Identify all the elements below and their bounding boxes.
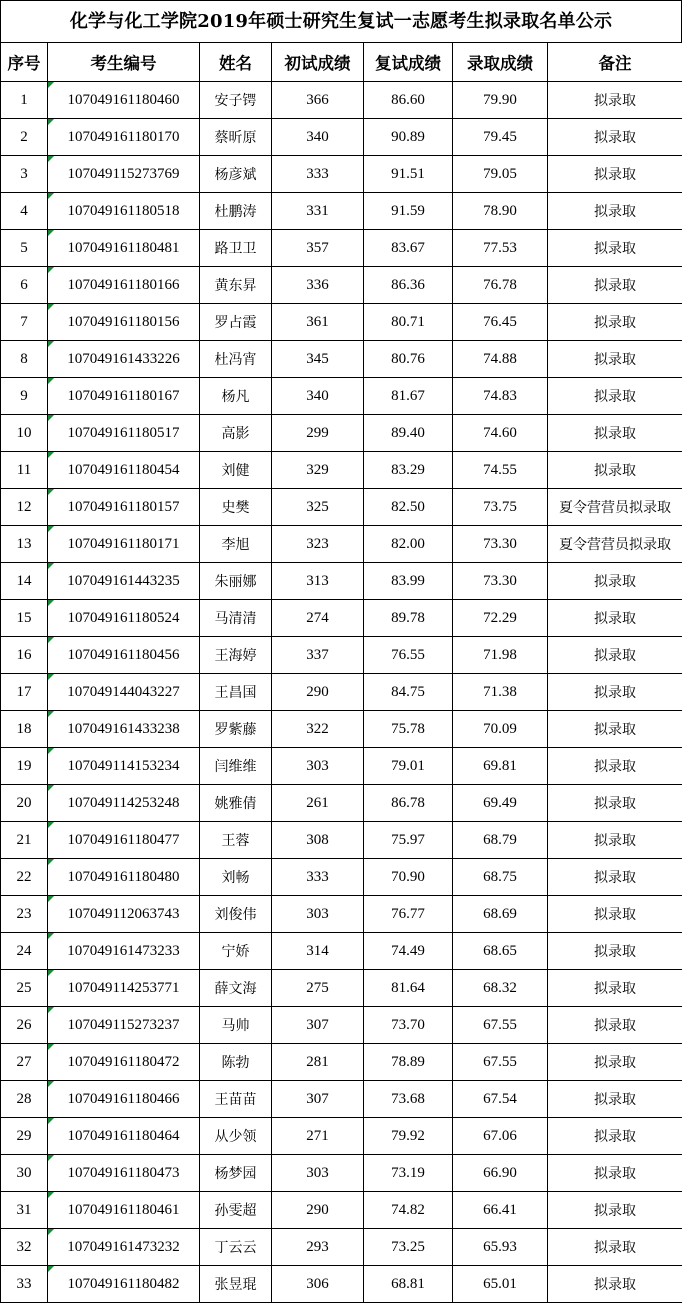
cell-no: 15 — [1, 600, 48, 637]
cell-prelim-score: 281 — [272, 1044, 364, 1081]
cell-final-score: 68.75 — [453, 859, 548, 896]
cell-name: 王蓉 — [200, 822, 272, 859]
cell-prelim-score: 290 — [272, 1192, 364, 1229]
cell-prelim-score: 290 — [272, 674, 364, 711]
column-header-final-score: 录取成绩 — [453, 43, 548, 82]
cell-name: 朱丽娜 — [200, 563, 272, 600]
cell-candidate-id: 107049161180171 — [48, 526, 200, 563]
cell-retest-score: 73.19 — [364, 1155, 453, 1192]
cell-prelim-score: 293 — [272, 1229, 364, 1266]
cell-final-score: 76.78 — [453, 267, 548, 304]
cell-final-score: 78.90 — [453, 193, 548, 230]
cell-note: 拟录取 — [548, 1155, 682, 1192]
cell-candidate-id: 107049161180454 — [48, 452, 200, 489]
table-row — [1, 526, 682, 563]
cell-name: 从少领 — [200, 1118, 272, 1155]
table-row — [1, 785, 682, 822]
cell-prelim-score: 275 — [272, 970, 364, 1007]
cell-name: 李旭 — [200, 526, 272, 563]
table-row — [1, 1155, 682, 1192]
cell-name: 路卫卫 — [200, 230, 272, 267]
cell-note: 拟录取 — [548, 156, 682, 193]
table-row — [1, 1266, 682, 1303]
table-row — [1, 859, 682, 896]
cell-no: 9 — [1, 378, 48, 415]
cell-final-score: 73.75 — [453, 489, 548, 526]
cell-final-score: 67.55 — [453, 1007, 548, 1044]
table-row — [1, 600, 682, 637]
cell-note: 拟录取 — [548, 1266, 682, 1303]
cell-no: 2 — [1, 119, 48, 156]
cell-final-score: 79.05 — [453, 156, 548, 193]
column-header-no: 序号 — [1, 43, 48, 82]
cell-final-score: 69.49 — [453, 785, 548, 822]
cell-candidate-id: 107049115273237 — [48, 1007, 200, 1044]
cell-prelim-score: 274 — [272, 600, 364, 637]
cell-no: 3 — [1, 156, 48, 193]
cell-no: 20 — [1, 785, 48, 822]
table-row — [1, 711, 682, 748]
cell-note: 拟录取 — [548, 933, 682, 970]
cell-name: 闫维维 — [200, 748, 272, 785]
cell-prelim-score: 303 — [272, 1155, 364, 1192]
cell-prelim-score: 357 — [272, 230, 364, 267]
cell-prelim-score: 361 — [272, 304, 364, 341]
cell-prelim-score: 271 — [272, 1118, 364, 1155]
table-row — [1, 1081, 682, 1118]
cell-candidate-id: 107049161180466 — [48, 1081, 200, 1118]
cell-retest-score: 84.75 — [364, 674, 453, 711]
cell-prelim-score: 303 — [272, 748, 364, 785]
cell-final-score: 77.53 — [453, 230, 548, 267]
cell-name: 杜冯宵 — [200, 341, 272, 378]
cell-final-score: 74.60 — [453, 415, 548, 452]
cell-no: 28 — [1, 1081, 48, 1118]
cell-note: 拟录取 — [548, 1081, 682, 1118]
cell-note: 拟录取 — [548, 970, 682, 1007]
table-row — [1, 341, 682, 378]
cell-prelim-score: 366 — [272, 82, 364, 119]
cell-retest-score: 76.77 — [364, 896, 453, 933]
table-row — [1, 304, 682, 341]
cell-candidate-id: 107049144043227 — [48, 674, 200, 711]
cell-retest-score: 82.50 — [364, 489, 453, 526]
cell-retest-score: 83.99 — [364, 563, 453, 600]
cell-no: 31 — [1, 1192, 48, 1229]
table-row — [1, 452, 682, 489]
cell-final-score: 66.41 — [453, 1192, 548, 1229]
cell-final-score: 79.90 — [453, 82, 548, 119]
cell-no: 11 — [1, 452, 48, 489]
cell-retest-score: 86.60 — [364, 82, 453, 119]
cell-final-score: 66.90 — [453, 1155, 548, 1192]
cell-note: 拟录取 — [548, 230, 682, 267]
cell-prelim-score: 329 — [272, 452, 364, 489]
cell-retest-score: 86.78 — [364, 785, 453, 822]
cell-no: 4 — [1, 193, 48, 230]
cell-no: 33 — [1, 1266, 48, 1303]
cell-no: 19 — [1, 748, 48, 785]
cell-prelim-score: 333 — [272, 156, 364, 193]
cell-no: 27 — [1, 1044, 48, 1081]
cell-note: 拟录取 — [548, 748, 682, 785]
cell-candidate-id: 107049161180482 — [48, 1266, 200, 1303]
cell-name: 王苗苗 — [200, 1081, 272, 1118]
cell-prelim-score: 340 — [272, 378, 364, 415]
cell-prelim-score: 331 — [272, 193, 364, 230]
cell-prelim-score: 261 — [272, 785, 364, 822]
cell-prelim-score: 340 — [272, 119, 364, 156]
cell-candidate-id: 107049161180166 — [48, 267, 200, 304]
table-row — [1, 1118, 682, 1155]
cell-note: 拟录取 — [548, 637, 682, 674]
cell-final-score: 69.81 — [453, 748, 548, 785]
cell-name: 马清清 — [200, 600, 272, 637]
cell-retest-score: 90.89 — [364, 119, 453, 156]
cell-prelim-score: 336 — [272, 267, 364, 304]
cell-retest-score: 79.92 — [364, 1118, 453, 1155]
cell-name: 杨彦斌 — [200, 156, 272, 193]
cell-candidate-id: 107049161180156 — [48, 304, 200, 341]
cell-candidate-id: 107049161180170 — [48, 119, 200, 156]
table-row — [1, 674, 682, 711]
cell-note: 拟录取 — [548, 1192, 682, 1229]
cell-note: 拟录取 — [548, 1229, 682, 1266]
cell-retest-score: 78.89 — [364, 1044, 453, 1081]
column-header-retest-score: 复试成绩 — [364, 43, 453, 82]
cell-note: 拟录取 — [548, 711, 682, 748]
cell-no: 24 — [1, 933, 48, 970]
cell-no: 10 — [1, 415, 48, 452]
cell-note: 拟录取 — [548, 304, 682, 341]
cell-no: 1 — [1, 82, 48, 119]
cell-retest-score: 73.68 — [364, 1081, 453, 1118]
cell-final-score: 68.32 — [453, 970, 548, 1007]
cell-note: 夏令营营员拟录取 — [548, 489, 682, 526]
cell-no: 7 — [1, 304, 48, 341]
cell-candidate-id: 107049114153234 — [48, 748, 200, 785]
cell-retest-score: 76.55 — [364, 637, 453, 674]
cell-retest-score: 89.40 — [364, 415, 453, 452]
cell-name: 张昱琨 — [200, 1266, 272, 1303]
cell-prelim-score: 325 — [272, 489, 364, 526]
cell-prelim-score: 337 — [272, 637, 364, 674]
cell-candidate-id: 107049161180473 — [48, 1155, 200, 1192]
column-header-name: 姓名 — [200, 43, 272, 82]
cell-retest-score: 83.29 — [364, 452, 453, 489]
cell-candidate-id: 107049161180464 — [48, 1118, 200, 1155]
table-row — [1, 748, 682, 785]
table-row — [1, 82, 682, 119]
cell-no: 21 — [1, 822, 48, 859]
table-row — [1, 822, 682, 859]
table-row — [1, 1192, 682, 1229]
cell-candidate-id: 107049114253248 — [48, 785, 200, 822]
cell-candidate-id: 107049161180167 — [48, 378, 200, 415]
cell-no: 14 — [1, 563, 48, 600]
cell-note: 拟录取 — [548, 378, 682, 415]
cell-candidate-id: 107049161473233 — [48, 933, 200, 970]
cell-note: 拟录取 — [548, 341, 682, 378]
cell-no: 32 — [1, 1229, 48, 1266]
table-header-row — [1, 43, 682, 82]
cell-no: 25 — [1, 970, 48, 1007]
cell-final-score: 70.09 — [453, 711, 548, 748]
cell-final-score: 67.55 — [453, 1044, 548, 1081]
table-row — [1, 230, 682, 267]
cell-candidate-id: 107049114253771 — [48, 970, 200, 1007]
admission-table — [0, 42, 682, 1303]
cell-final-score: 65.01 — [453, 1266, 548, 1303]
cell-no: 13 — [1, 526, 48, 563]
cell-name: 宁娇 — [200, 933, 272, 970]
cell-note: 拟录取 — [548, 785, 682, 822]
cell-note: 夏令营营员拟录取 — [548, 526, 682, 563]
cell-name: 蔡昕原 — [200, 119, 272, 156]
cell-final-score: 68.65 — [453, 933, 548, 970]
cell-name: 黄东昇 — [200, 267, 272, 304]
cell-retest-score: 81.67 — [364, 378, 453, 415]
cell-name: 薛文海 — [200, 970, 272, 1007]
cell-prelim-score: 307 — [272, 1007, 364, 1044]
cell-name: 罗紫藤 — [200, 711, 272, 748]
cell-name: 罗占霞 — [200, 304, 272, 341]
table-row — [1, 1229, 682, 1266]
cell-retest-score: 80.76 — [364, 341, 453, 378]
cell-prelim-score: 323 — [272, 526, 364, 563]
table-row — [1, 267, 682, 304]
cell-no: 8 — [1, 341, 48, 378]
cell-retest-score: 74.82 — [364, 1192, 453, 1229]
cell-prelim-score: 308 — [272, 822, 364, 859]
cell-final-score: 67.54 — [453, 1081, 548, 1118]
cell-note: 拟录取 — [548, 1044, 682, 1081]
cell-prelim-score: 333 — [272, 859, 364, 896]
cell-name: 史樊 — [200, 489, 272, 526]
cell-retest-score: 79.01 — [364, 748, 453, 785]
cell-note: 拟录取 — [548, 415, 682, 452]
cell-final-score: 67.06 — [453, 1118, 548, 1155]
cell-name: 孙雯超 — [200, 1192, 272, 1229]
cell-no: 29 — [1, 1118, 48, 1155]
cell-candidate-id: 107049161180460 — [48, 82, 200, 119]
cell-candidate-id: 107049161180157 — [48, 489, 200, 526]
cell-prelim-score: 313 — [272, 563, 364, 600]
cell-retest-score: 89.78 — [364, 600, 453, 637]
cell-note: 拟录取 — [548, 600, 682, 637]
table-row — [1, 193, 682, 230]
cell-note: 拟录取 — [548, 82, 682, 119]
cell-retest-score: 70.90 — [364, 859, 453, 896]
cell-name: 安子锷 — [200, 82, 272, 119]
cell-note: 拟录取 — [548, 1118, 682, 1155]
cell-retest-score: 75.97 — [364, 822, 453, 859]
cell-candidate-id: 107049161433238 — [48, 711, 200, 748]
cell-name: 刘健 — [200, 452, 272, 489]
table-row — [1, 1007, 682, 1044]
cell-candidate-id: 107049115273769 — [48, 156, 200, 193]
cell-candidate-id: 107049161180518 — [48, 193, 200, 230]
cell-candidate-id: 107049161180477 — [48, 822, 200, 859]
cell-prelim-score: 306 — [272, 1266, 364, 1303]
cell-note: 拟录取 — [548, 822, 682, 859]
table-row — [1, 489, 682, 526]
cell-note: 拟录取 — [548, 896, 682, 933]
cell-note: 拟录取 — [548, 674, 682, 711]
cell-final-score: 71.98 — [453, 637, 548, 674]
cell-prelim-score: 322 — [272, 711, 364, 748]
cell-final-score: 68.69 — [453, 896, 548, 933]
cell-candidate-id: 107049161180480 — [48, 859, 200, 896]
table-row — [1, 970, 682, 1007]
cell-retest-score: 74.49 — [364, 933, 453, 970]
cell-prelim-score: 345 — [272, 341, 364, 378]
cell-no: 18 — [1, 711, 48, 748]
cell-no: 17 — [1, 674, 48, 711]
table-row — [1, 637, 682, 674]
cell-name: 高影 — [200, 415, 272, 452]
cell-prelim-score: 314 — [272, 933, 364, 970]
cell-final-score: 71.38 — [453, 674, 548, 711]
column-header-id: 考生编号 — [48, 43, 200, 82]
table-row — [1, 563, 682, 600]
cell-candidate-id: 107049161180472 — [48, 1044, 200, 1081]
cell-name: 刘俊伟 — [200, 896, 272, 933]
cell-no: 16 — [1, 637, 48, 674]
cell-final-score: 76.45 — [453, 304, 548, 341]
table-row — [1, 156, 682, 193]
table-row — [1, 1044, 682, 1081]
cell-prelim-score: 299 — [272, 415, 364, 452]
cell-final-score: 68.79 — [453, 822, 548, 859]
cell-candidate-id: 107049161433226 — [48, 341, 200, 378]
cell-note: 拟录取 — [548, 859, 682, 896]
cell-retest-score: 80.71 — [364, 304, 453, 341]
column-header-prelim-score: 初试成绩 — [272, 43, 364, 82]
cell-retest-score: 73.70 — [364, 1007, 453, 1044]
cell-retest-score: 73.25 — [364, 1229, 453, 1266]
cell-candidate-id: 107049161180517 — [48, 415, 200, 452]
cell-final-score: 73.30 — [453, 526, 548, 563]
cell-final-score: 79.45 — [453, 119, 548, 156]
cell-name: 王海婷 — [200, 637, 272, 674]
cell-candidate-id: 107049161180456 — [48, 637, 200, 674]
cell-no: 23 — [1, 896, 48, 933]
cell-no: 30 — [1, 1155, 48, 1192]
cell-no: 5 — [1, 230, 48, 267]
table-row — [1, 119, 682, 156]
cell-name: 王昌国 — [200, 674, 272, 711]
cell-candidate-id: 107049112063743 — [48, 896, 200, 933]
cell-name: 杜鹏涛 — [200, 193, 272, 230]
cell-name: 丁云云 — [200, 1229, 272, 1266]
cell-note: 拟录取 — [548, 193, 682, 230]
cell-no: 26 — [1, 1007, 48, 1044]
cell-final-score: 74.55 — [453, 452, 548, 489]
cell-note: 拟录取 — [548, 267, 682, 304]
cell-name: 杨梦园 — [200, 1155, 272, 1192]
cell-note: 拟录取 — [548, 563, 682, 600]
cell-candidate-id: 107049161180461 — [48, 1192, 200, 1229]
cell-note: 拟录取 — [548, 119, 682, 156]
cell-name: 马帅 — [200, 1007, 272, 1044]
table-row — [1, 415, 682, 452]
cell-prelim-score: 307 — [272, 1081, 364, 1118]
cell-final-score: 73.30 — [453, 563, 548, 600]
page-title: 化学与化工学院2019年硕士研究生复试一志愿考生拟录取名单公示 — [0, 0, 682, 42]
cell-name: 杨凡 — [200, 378, 272, 415]
table-row — [1, 933, 682, 970]
cell-candidate-id: 107049161443235 — [48, 563, 200, 600]
cell-retest-score: 75.78 — [364, 711, 453, 748]
cell-name: 姚雅倩 — [200, 785, 272, 822]
cell-final-score: 65.93 — [453, 1229, 548, 1266]
cell-no: 22 — [1, 859, 48, 896]
cell-retest-score: 91.59 — [364, 193, 453, 230]
cell-name: 刘畅 — [200, 859, 272, 896]
cell-retest-score: 82.00 — [364, 526, 453, 563]
cell-no: 6 — [1, 267, 48, 304]
cell-final-score: 72.29 — [453, 600, 548, 637]
cell-final-score: 74.83 — [453, 378, 548, 415]
cell-note: 拟录取 — [548, 1007, 682, 1044]
cell-no: 12 — [1, 489, 48, 526]
table-row — [1, 378, 682, 415]
cell-prelim-score: 303 — [272, 896, 364, 933]
cell-retest-score: 91.51 — [364, 156, 453, 193]
cell-retest-score: 83.67 — [364, 230, 453, 267]
cell-retest-score: 86.36 — [364, 267, 453, 304]
cell-name: 陈勃 — [200, 1044, 272, 1081]
table-row — [1, 896, 682, 933]
cell-final-score: 74.88 — [453, 341, 548, 378]
cell-retest-score: 81.64 — [364, 970, 453, 1007]
cell-candidate-id: 107049161473232 — [48, 1229, 200, 1266]
cell-candidate-id: 107049161180481 — [48, 230, 200, 267]
column-header-note: 备注 — [548, 43, 682, 82]
cell-retest-score: 68.81 — [364, 1266, 453, 1303]
cell-candidate-id: 107049161180524 — [48, 600, 200, 637]
cell-note: 拟录取 — [548, 452, 682, 489]
